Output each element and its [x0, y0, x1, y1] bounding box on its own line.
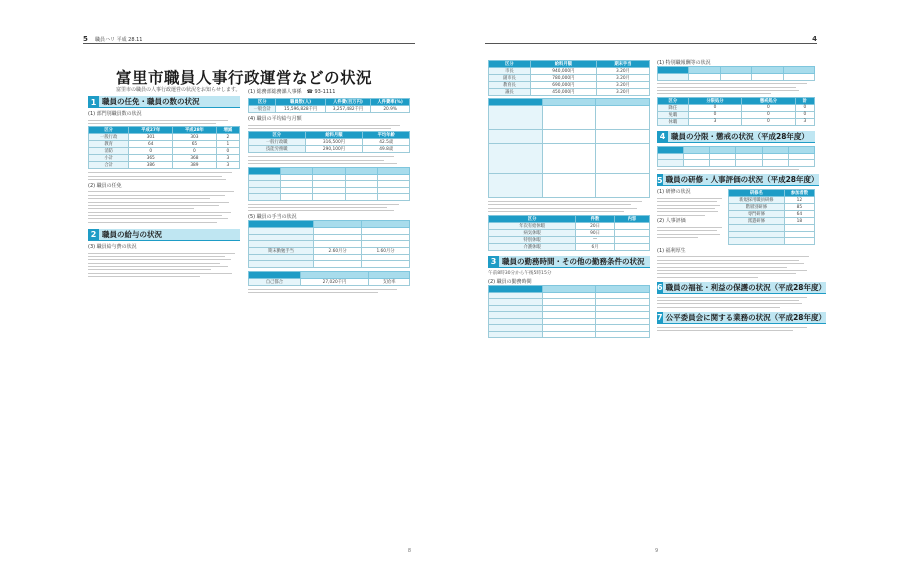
hours-text: 午前8時30分から午後5時15分	[488, 270, 552, 276]
sub-heading: (3) 職員給与費の状況	[88, 243, 137, 250]
page-title: 富里市職員人事行政運営などの状況	[116, 68, 373, 87]
salary-table: 区分 給料月額 平均年齢 一般行政職 316,500円 42.5歳 技能労務職 290,100円 49.8歳	[248, 131, 410, 153]
training-block	[657, 189, 815, 245]
allowance-table: 期末勤勉手当 2.60月分 1.60月分	[248, 220, 410, 268]
sub-heading: (1) 研修の状況	[657, 189, 691, 196]
sub-heading: (1) 特別職報酬等の状況	[657, 60, 711, 66]
section-heading: 2 職員の給与の状況	[88, 229, 240, 241]
paragraph	[248, 156, 410, 164]
leave-table: 区分 件数 内容 年次有給休暇 20日 病気休暇 90日 特別休暇 — 介護休暇 6月	[488, 215, 650, 251]
retirement-table: 自己都合 27,020千円 支給率	[248, 271, 410, 286]
sub-heading: (5) 職員の手当の状況	[248, 213, 297, 220]
left-column	[88, 96, 240, 280]
right-column	[657, 60, 827, 334]
paragraph	[248, 204, 410, 212]
lead-text: 富里市の職員の人事行政運営の状況をお知らせします。	[116, 87, 241, 93]
page-footer: 9	[655, 548, 659, 554]
sub-heading: (1) 部門別職員数の状況	[88, 111, 142, 117]
page-footer: 8	[407, 548, 411, 554]
section-heading: 1 職員の任免・職員の数の状況	[88, 96, 240, 108]
header-text: 職員ハリ 平成 28.11	[95, 37, 143, 43]
paragraph	[657, 169, 815, 170]
left-page	[83, 32, 415, 558]
special-staff-table: 区分 給料月額 期末手当 市長 940,000円 3.20月 副市長 780,000円 3.20月 教育長 690,000円 3.20月 議長 450,000円 3.20月	[488, 60, 650, 96]
paragraph	[657, 256, 815, 277]
page-header	[83, 36, 415, 44]
contact-text: (1) 総務部総務課人事係 ☎ 93-1111	[248, 89, 336, 95]
left-column	[488, 60, 650, 338]
page-number: 5	[83, 35, 88, 43]
page-number: 4	[812, 35, 817, 43]
paragraph	[248, 289, 410, 293]
paragraph	[488, 201, 650, 212]
right-page	[485, 32, 827, 558]
paragraph	[657, 227, 725, 238]
paragraph	[88, 253, 240, 278]
status-table	[657, 146, 815, 167]
paragraph	[88, 191, 240, 209]
sub-heading: (2) 人事評価	[657, 218, 686, 225]
staff-table: 区分 平成27年 平成28年 増減 一般行政 301 303 2 教育 64 65 1 消防 0 0 0 小計 365 368 3 合計 386 389 3	[88, 126, 240, 169]
section-heading: 7 公平委員会に関する業務の状況（平成28年度）	[657, 312, 827, 323]
section-heading: 6 職員の福祉・利益の保護の状況（平成28年度）	[657, 282, 827, 293]
paragraph	[657, 327, 815, 331]
comparison-table	[248, 167, 410, 201]
sub-heading: (1) 福利厚生	[657, 247, 686, 254]
right-column	[248, 98, 410, 295]
work-conditions-table	[488, 285, 650, 339]
compensation-table	[657, 66, 815, 81]
sub-heading: (4) 職員の平均給与月額	[248, 116, 302, 122]
paragraph	[248, 125, 410, 129]
payroll-table: 区分 職員数(人) 人件費(百万円) 人件費率(%) 一般会計 15,596,828千円 3,257,482千円 20.9%	[248, 98, 410, 113]
paragraph	[657, 198, 725, 216]
sub-heading: (2) 職員の勤務時間	[488, 278, 532, 285]
paragraph	[88, 120, 240, 124]
sub-heading: (2) 職員の任免	[88, 182, 122, 189]
section-heading: 4 職員の分限・懲戒の状況（平成28年度）	[657, 131, 815, 143]
paragraph	[88, 212, 240, 223]
discipline-table: 区分 分限処分 懲戒処分 計 降任 0 0 0 免職 0 0 0 休職 3 0 3	[657, 97, 815, 126]
training-table: 研修名 参加者数 新規採用職員研修 12 階層別研修 85 専門研修 64 派遣研修 18	[728, 189, 815, 245]
page-header	[485, 36, 817, 44]
paragraph	[88, 172, 240, 180]
paragraph	[657, 297, 815, 308]
section-heading: 5 職員の研修・人事評価の状況（平成28年度）	[657, 175, 819, 185]
retirement-detail-table	[488, 98, 650, 198]
paragraph	[657, 83, 815, 94]
section-heading: 3 職員の勤務時間・その他の勤務条件の状況	[488, 256, 650, 268]
